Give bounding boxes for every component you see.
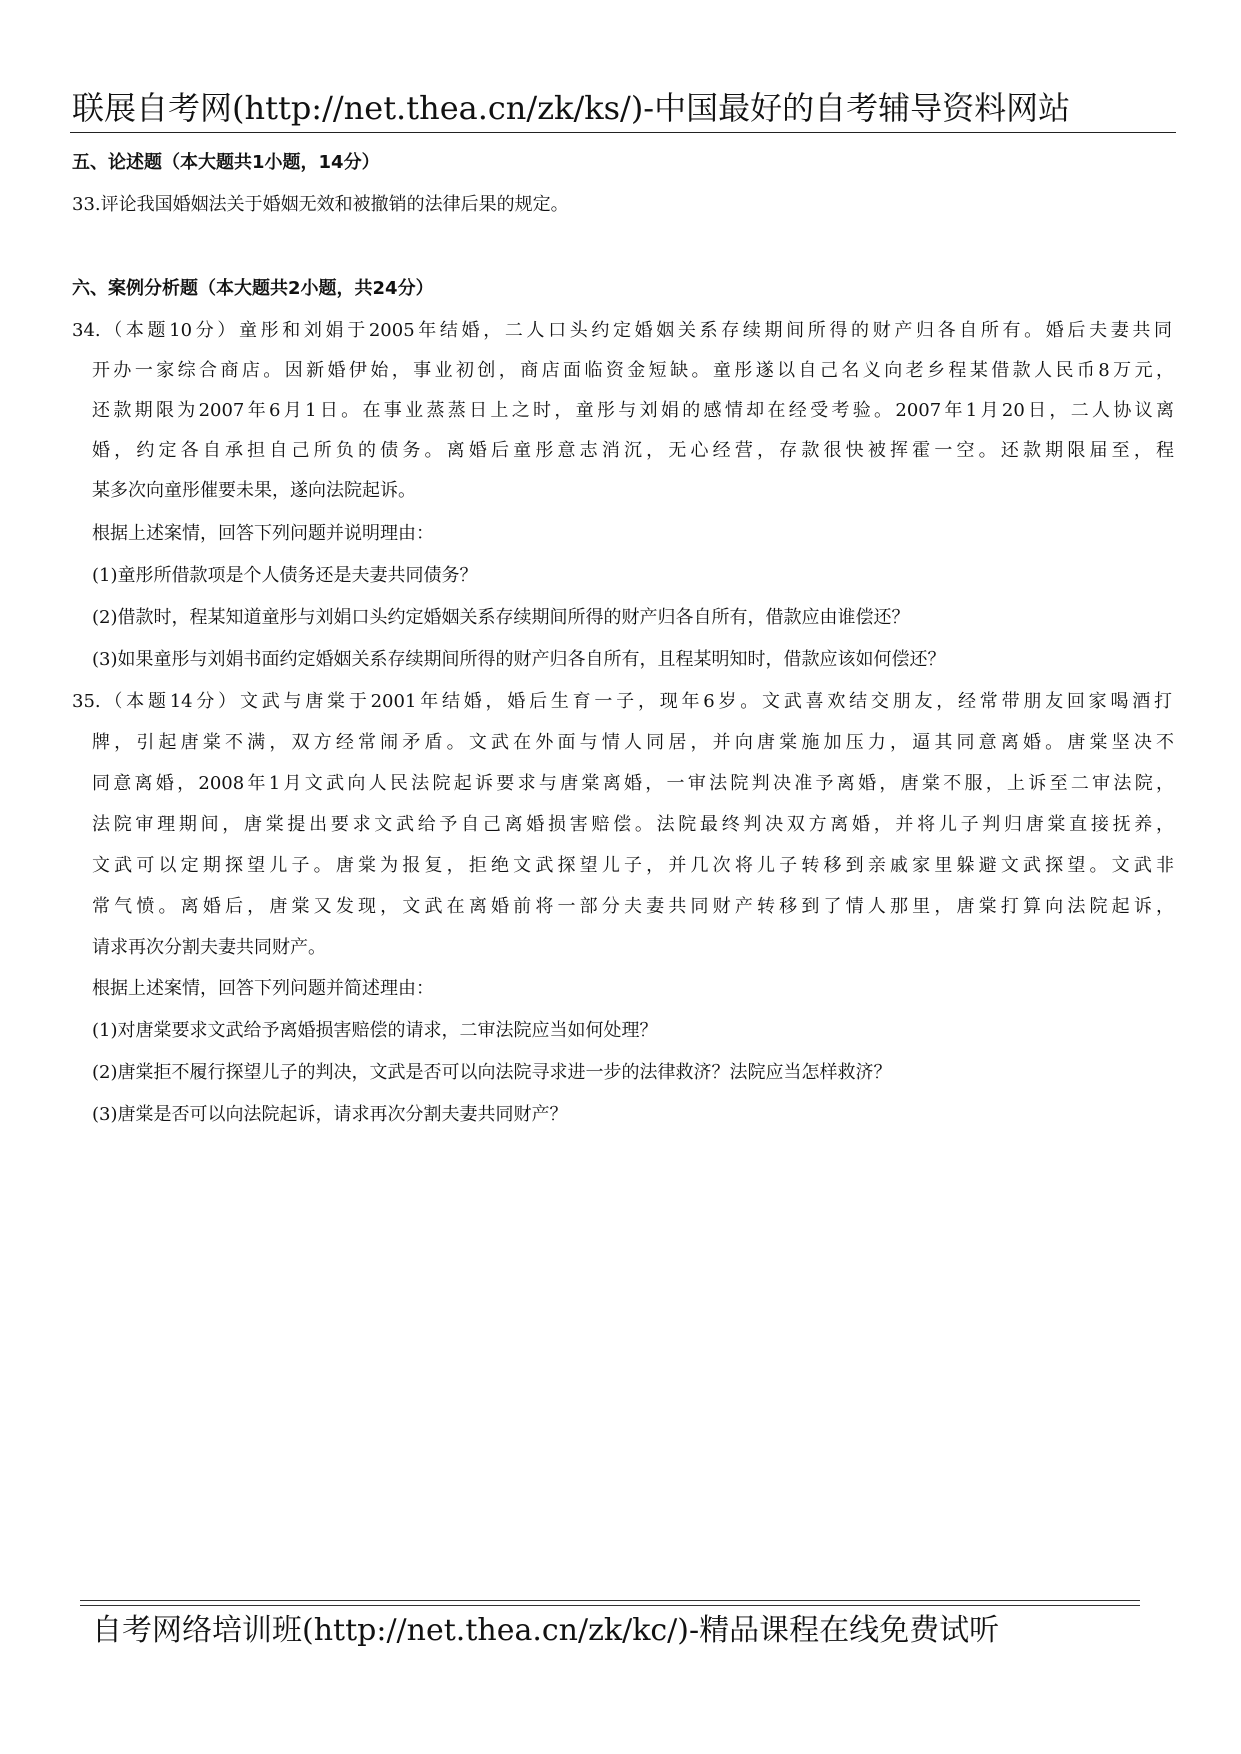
footer-divider	[80, 1600, 1140, 1606]
question-35-sub-3: (3)唐棠是否可以向法院起诉，请求再次分割夫妻共同财产？	[92, 1104, 568, 1125]
question-35-line: 同意离婚，2008年1月文武向人民法院起诉要求与唐棠离婚，一审法院判决准予离婚，唐棠不服，上诉至二审法院，	[92, 773, 1174, 794]
question-35-line: 文武可以定期探望儿子。唐棠为报复，拒绝文武探望儿子，并几次将儿子转移到亲戚家里躲避文武探望。文武非	[92, 855, 1174, 876]
question-35-sub-1: (1)对唐棠要求文武给予离婚损害赔偿的请求，二审法院应当如何处理？	[92, 1020, 658, 1041]
question-34-line: 开办一家综合商店。因新婚伊始，事业初创，商店面临资金短缺。童彤遂以自己名义向老乡程某借款人民币8万元，	[92, 360, 1174, 381]
question-34-line: 某多次向童彤催要未果，遂向法院起诉。	[92, 480, 416, 501]
question-34-line: 还款期限为2007年6月1日。在事业蒸蒸日上之时，童彤与刘娟的感情却在经受考验。2007年1月20日，二人协议离	[92, 400, 1174, 421]
page-footer: 自考网络培训班(http://net.thea.cn/zk/kc/)-精品课程在线免费试听	[92, 1613, 1000, 1648]
question-35-line: 35.（本题14分）文武与唐棠于2001年结婚，婚后生育一子，现年6岁。文武喜欢结交朋友，经常带朋友回家喝酒打	[72, 691, 1172, 712]
page-header: 联展自考网(http://net.thea.cn/zk/ks/)-中国最好的自考辅导资料网站	[72, 89, 1071, 127]
question-35-line: 牌，引起唐棠不满，双方经常闹矛盾。文武在外面与情人同居，并向唐棠施加压力，逼其同意离婚。唐棠坚决不	[92, 732, 1174, 753]
question-34-line: 34.（本题10分）童彤和刘娟于2005年结婚，二人口头约定婚姻关系存续期间所得的财产归各自所有。婚后夫妻共同	[72, 320, 1172, 341]
question-35-line: 常气愤。离婚后，唐棠又发现，文武在离婚前将一部分夫妻共同财产转移到了情人那里，唐棠打算向法院起诉，	[92, 896, 1174, 917]
section-5-title: 五、论述题（本大题共1小题，14分）	[72, 152, 380, 173]
question-34-sub-1: (1)童彤所借款项是个人债务还是夫妻共同债务？	[92, 565, 478, 586]
section-6-title: 六、案例分析题（本大题共2小题，共24分）	[72, 278, 434, 299]
question-34-sub-3: (3)如果童彤与刘娟书面约定婚姻关系存续期间所得的财产归各自所有，且程某明知时，借款应该如何偿还？	[92, 649, 946, 670]
question-34-line: 婚，约定各自承担自己所负的债务。离婚后童彤意志消沉，无心经营，存款很快被挥霍一空。还款期限届至，程	[92, 440, 1174, 461]
header-divider	[70, 132, 1176, 133]
question-35-sub-2: (2)唐棠拒不履行探望儿子的判决，文武是否可以向法院寻求进一步的法律救济？法院应当怎样救济？	[92, 1062, 892, 1083]
question-35-line: 法院审理期间，唐棠提出要求文武给予自己离婚损害赔偿。法院最终判决双方离婚，并将儿子判归唐棠直接抚养，	[92, 814, 1174, 835]
question-34-prompt: 根据上述案情，回答下列问题并说明理由：	[92, 523, 434, 544]
question-35-line: 请求再次分割夫妻共同财产。	[92, 937, 326, 958]
question-33: 33.评论我国婚姻法关于婚姻无效和被撤销的法律后果的规定。	[72, 194, 569, 215]
question-35-prompt: 根据上述案情，回答下列问题并简述理由：	[92, 978, 434, 999]
question-34-sub-2: (2)借款时，程某知道童彤与刘娟口头约定婚姻关系存续期间所得的财产归各自所有，借款应由谁偿还？	[92, 607, 910, 628]
